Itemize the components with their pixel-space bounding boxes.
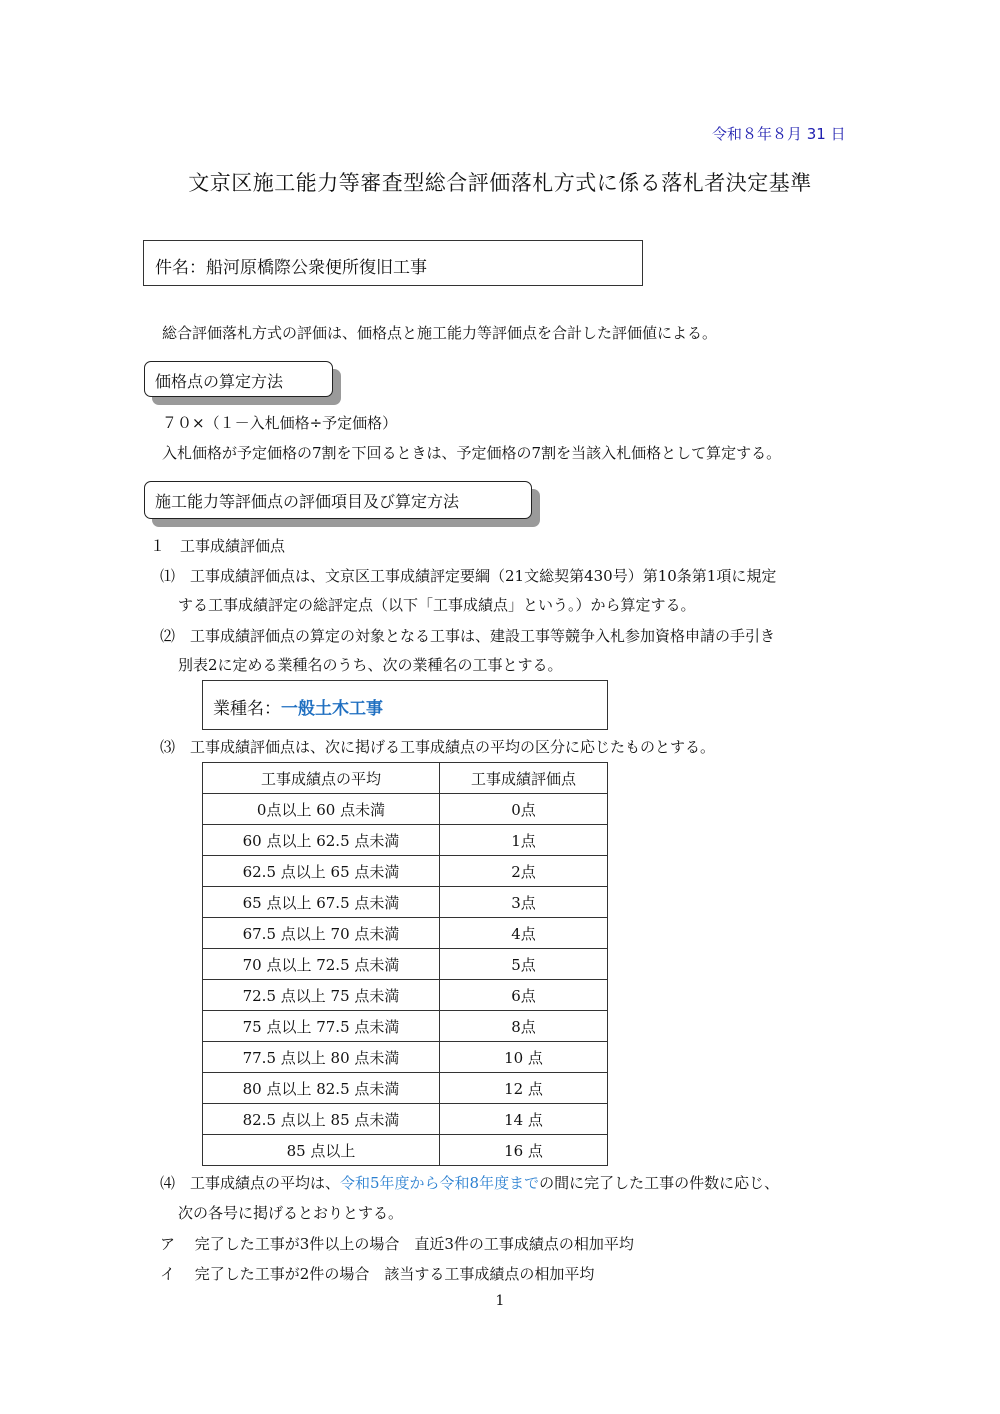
trade-box [202, 680, 608, 730]
table-header-average: 工事成績点の平均 [203, 763, 440, 794]
table-cell-points: 16 点 [440, 1135, 608, 1166]
table-cell-points: 5点 [440, 949, 608, 980]
subject-box [143, 240, 643, 286]
price-note: 入札価格が予定価格の7割を下回るときは、予定価格の7割を当該入札価格として算定する。 [162, 444, 782, 462]
table-cell-range: 80 点以上 82.5 点未満 [203, 1073, 440, 1104]
table-cell-range: 67.5 点以上 70 点未満 [203, 918, 440, 949]
table-cell-points: 10 点 [440, 1042, 608, 1073]
table-row [203, 1104, 608, 1135]
paragraph-4-line-2: 次の各号に掲げるとおりとする。 [178, 1204, 404, 1222]
table-row [203, 825, 608, 856]
table-cell-range: 85 点以上 [203, 1135, 440, 1166]
table-cell-range: 72.5 点以上 75 点未満 [203, 980, 440, 1011]
paragraph-1-line-2: する工事成績評定の総評定点（以下「工事成績点」という。）から算定する。 [178, 596, 696, 614]
score-table [202, 762, 608, 1166]
document-title: 文京区施工能力等審査型総合評価落札方式に係る落札者決定基準 [188, 171, 812, 195]
table-cell-range: 77.5 点以上 80 点未満 [203, 1042, 440, 1073]
table-cell-points: 14 点 [440, 1104, 608, 1135]
price-heading [144, 361, 333, 397]
table-cell-range: 70 点以上 72.5 点未満 [203, 949, 440, 980]
table-cell-range: 75 点以上 77.5 点未満 [203, 1011, 440, 1042]
table-row [203, 856, 608, 887]
table-cell-range: 62.5 点以上 65 点未満 [203, 856, 440, 887]
table-cell-points: 4点 [440, 918, 608, 949]
price-heading-label: 価格点の算定方法 [155, 372, 284, 391]
paragraph-2-line-1: ⑵ 工事成績評価点の算定の対象となる工事は、建設工事等競争入札参加資格申請の手引き [160, 627, 776, 645]
item-a: ア 完了した工事が3件以上の場合 直近3件の工事成績点の相加平均 [160, 1235, 634, 1253]
capability-heading [144, 481, 532, 519]
paragraph-1-line-1: ⑴ 工事成績評価点は、文京区工事成績評定要綱（21文総契第430号）第10条第1項に規定 [160, 567, 777, 585]
table-cell-points: 12 点 [440, 1073, 608, 1104]
table-cell-points: 2点 [440, 856, 608, 887]
page-number: 1 [495, 1293, 505, 1309]
paragraph-2-line-2: 別表2に定める業種名のうち、次の業種名の工事とする。 [178, 656, 563, 674]
table-cell-points: 8点 [440, 1011, 608, 1042]
paragraph-4-line-1 [160, 1172, 779, 1193]
subject-text [155, 253, 427, 278]
table-row [203, 1073, 608, 1104]
table-cell-range: 65 点以上 67.5 点未満 [203, 887, 440, 918]
fiscal-period-highlight: 令和5年度から令和8年度まで [340, 1174, 540, 1192]
subject-value: 船河原橋際公衆便所復旧工事 [206, 258, 427, 278]
paragraph-3: ⑶ 工事成績評価点は、次に掲げる工事成績点の平均の区分に応じたものとする。 [160, 738, 716, 756]
paragraph-4-suffix: の間に完了した工事の件数に応じ、 [539, 1174, 780, 1192]
intro-text: 総合評価落札方式の評価は、価格点と施工能力等評価点を合計した評価値による。 [162, 324, 718, 342]
table-row [203, 980, 608, 1011]
trade-text [213, 694, 383, 719]
table-cell-range: 60 点以上 62.5 点未満 [203, 825, 440, 856]
table-row [203, 949, 608, 980]
table-row [203, 1011, 608, 1042]
table-cell-range: 0点以上 60 点未満 [203, 794, 440, 825]
table-row [203, 1135, 608, 1166]
table-row [203, 794, 608, 825]
subject-label: 件名： [155, 258, 206, 278]
table-cell-points: 0点 [440, 794, 608, 825]
table-cell-points: 6点 [440, 980, 608, 1011]
table-row [203, 918, 608, 949]
table-cell-points: 1点 [440, 825, 608, 856]
table-cell-points: 3点 [440, 887, 608, 918]
item-i: イ 完了した工事が2件の場合 該当する工事成績点の相加平均 [160, 1265, 595, 1283]
table-row [203, 887, 608, 918]
capability-heading-label: 施工能力等評価点の評価項目及び算定方法 [155, 492, 460, 511]
document-date: 令和８年８月 31 日 [712, 125, 846, 143]
trade-value: 一般土木工事 [281, 699, 383, 719]
table-cell-range: 82.5 点以上 85 点未満 [203, 1104, 440, 1135]
table-header-row [203, 763, 608, 794]
price-formula: ７０×（１－入札価格÷予定価格） [162, 414, 398, 432]
paragraph-4-prefix: ⑷ 工事成績点の平均は、 [160, 1174, 341, 1192]
trade-label: 業種名： [213, 699, 281, 719]
item1-title: １ 工事成績評価点 [150, 537, 286, 555]
table-row [203, 1042, 608, 1073]
table-header-score: 工事成績評価点 [440, 763, 608, 794]
